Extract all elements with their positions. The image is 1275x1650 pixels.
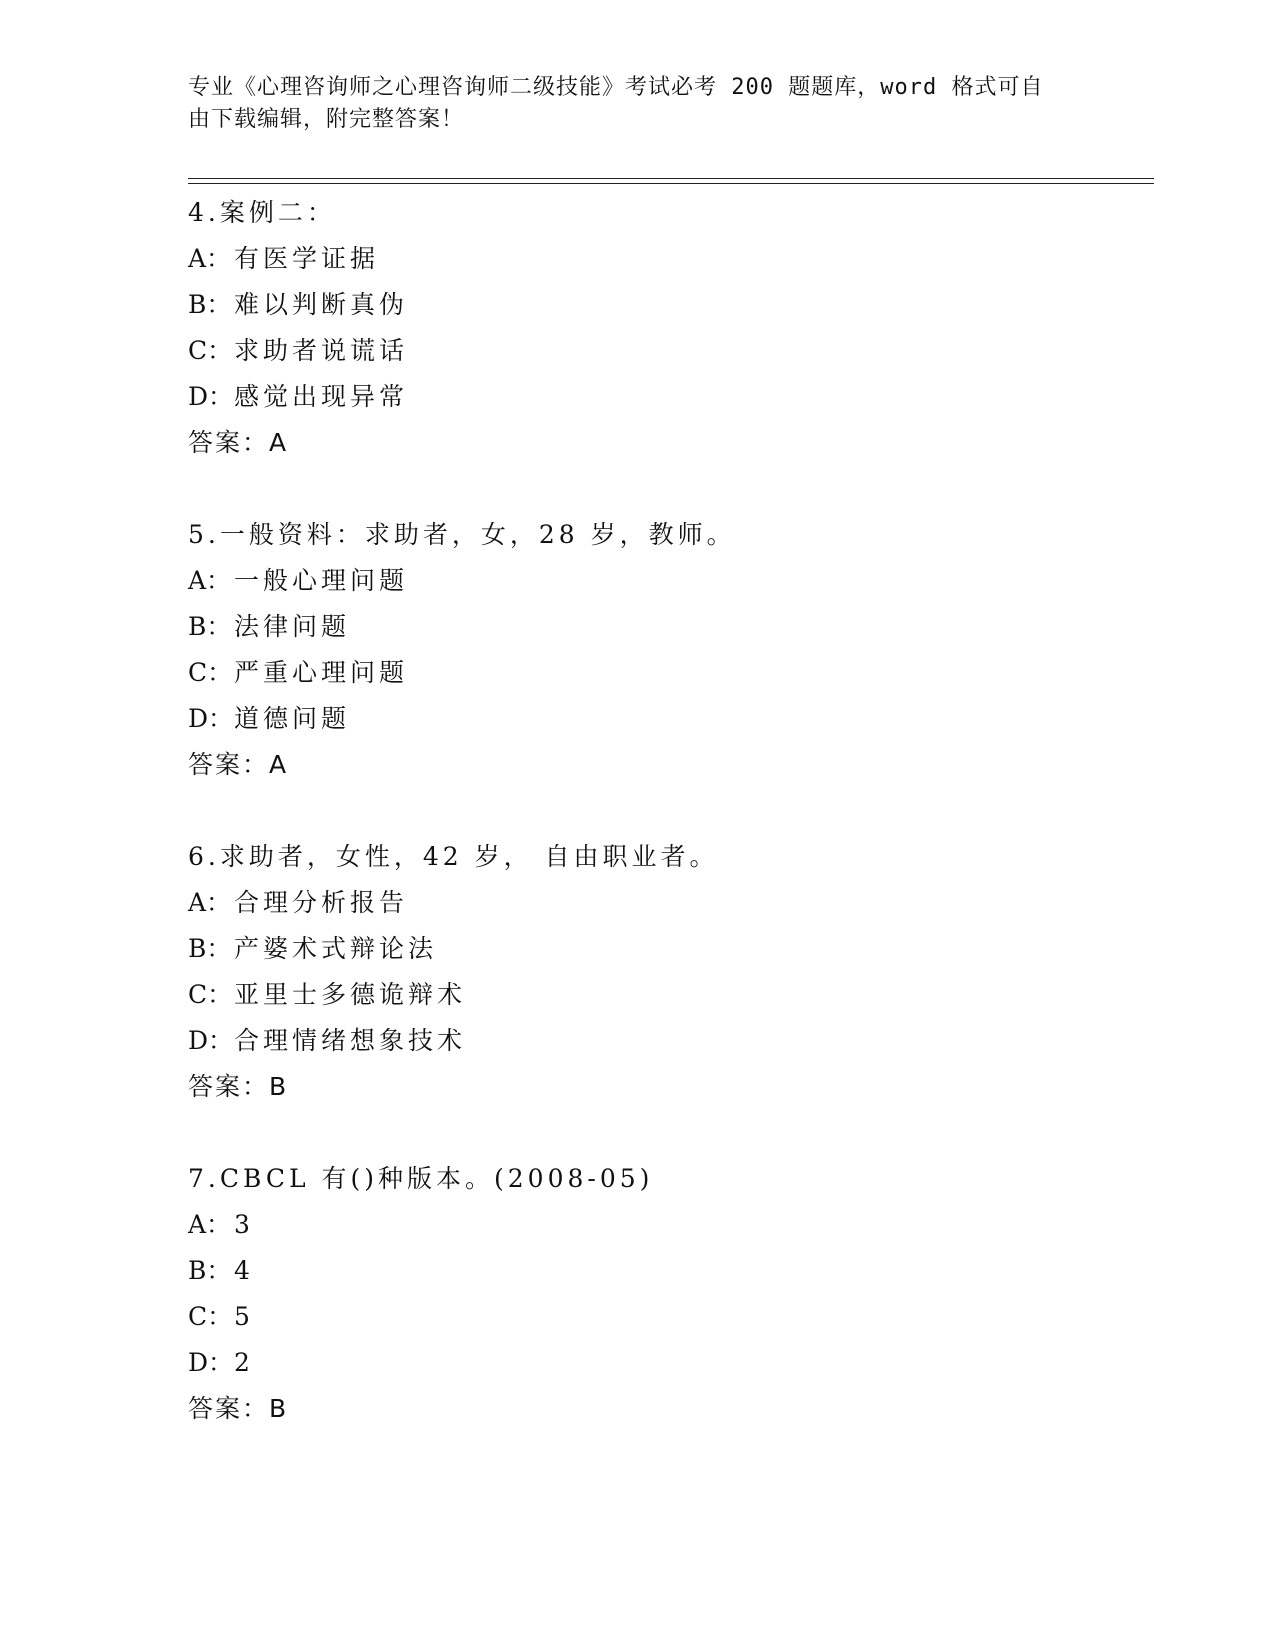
option-key: A： bbox=[188, 566, 232, 595]
option-key: B： bbox=[188, 1256, 232, 1285]
option-c bbox=[188, 972, 1148, 1018]
question-stem: 6.求助者，女性，42 岁， 自由职业者。 bbox=[188, 842, 719, 871]
option-key: B： bbox=[188, 934, 232, 963]
question-4 bbox=[188, 190, 1148, 466]
option-key: C： bbox=[188, 1302, 233, 1331]
header-divider-top bbox=[188, 178, 1154, 179]
question-stem: 5.一般资料：求助者，女，28 岁，教师。 bbox=[188, 520, 736, 549]
option-d bbox=[188, 1018, 1148, 1064]
question-5 bbox=[188, 512, 1148, 788]
option-b bbox=[188, 282, 1148, 328]
option-text: 感觉出现异常 bbox=[234, 382, 409, 411]
option-d bbox=[188, 696, 1148, 742]
question-list bbox=[188, 190, 1148, 1478]
option-b bbox=[188, 926, 1148, 972]
option-text: 亚里士多德诡辩术 bbox=[234, 980, 467, 1009]
option-text: 严重心理问题 bbox=[234, 658, 409, 687]
header-line-1: 专业《心理咨询师之心理咨询师二级技能》考试必考 200 题题库，word 格式可自 bbox=[188, 75, 1044, 100]
option-key: C： bbox=[188, 336, 233, 365]
answer-line: 答案：B bbox=[188, 1394, 289, 1423]
option-key: D： bbox=[188, 382, 234, 411]
option-text: 5 bbox=[234, 1302, 254, 1331]
answer-line: 答案：B bbox=[188, 1072, 289, 1101]
option-text: 3 bbox=[234, 1210, 254, 1239]
option-text: 法律问题 bbox=[234, 612, 351, 641]
option-text: 一般心理问题 bbox=[234, 566, 409, 595]
option-key: D： bbox=[188, 1348, 234, 1377]
answer-line: 答案：A bbox=[188, 750, 289, 779]
option-a bbox=[188, 880, 1148, 926]
option-a bbox=[188, 1202, 1148, 1248]
option-text: 4 bbox=[234, 1256, 254, 1285]
question-stem: 4.案例二： bbox=[188, 198, 336, 227]
option-a bbox=[188, 558, 1148, 604]
question-6 bbox=[188, 834, 1148, 1110]
option-b bbox=[188, 604, 1148, 650]
option-key: A： bbox=[188, 888, 232, 917]
option-text: 道德问题 bbox=[234, 704, 351, 733]
answer-line: 答案：A bbox=[188, 428, 289, 457]
option-key: B： bbox=[188, 290, 232, 319]
option-text: 难以判断真伪 bbox=[234, 290, 409, 319]
option-a bbox=[188, 236, 1148, 282]
option-text: 合理分析报告 bbox=[234, 888, 409, 917]
header-divider-bottom bbox=[188, 183, 1154, 184]
option-text: 合理情绪想象技术 bbox=[234, 1026, 467, 1055]
option-d bbox=[188, 374, 1148, 420]
option-key: A： bbox=[188, 244, 232, 273]
option-b bbox=[188, 1248, 1148, 1294]
option-c bbox=[188, 328, 1148, 374]
option-d bbox=[188, 1340, 1148, 1386]
option-text: 求助者说谎话 bbox=[234, 336, 409, 365]
option-key: B： bbox=[188, 612, 232, 641]
option-text: 2 bbox=[234, 1348, 254, 1377]
option-key: C： bbox=[188, 980, 233, 1009]
option-key: D： bbox=[188, 704, 234, 733]
option-key: C： bbox=[188, 658, 233, 687]
option-text: 产婆术式辩论法 bbox=[234, 934, 438, 963]
option-c bbox=[188, 650, 1148, 696]
document-header bbox=[188, 72, 1068, 136]
question-stem: 7.CBCL 有()种版本。(2008-05) bbox=[188, 1164, 654, 1193]
question-7 bbox=[188, 1156, 1148, 1432]
option-c bbox=[188, 1294, 1148, 1340]
option-key: A： bbox=[188, 1210, 232, 1239]
header-line-2: 由下载编辑，附完整答案！ bbox=[188, 107, 465, 132]
option-key: D： bbox=[188, 1026, 234, 1055]
option-text: 有医学证据 bbox=[234, 244, 380, 273]
